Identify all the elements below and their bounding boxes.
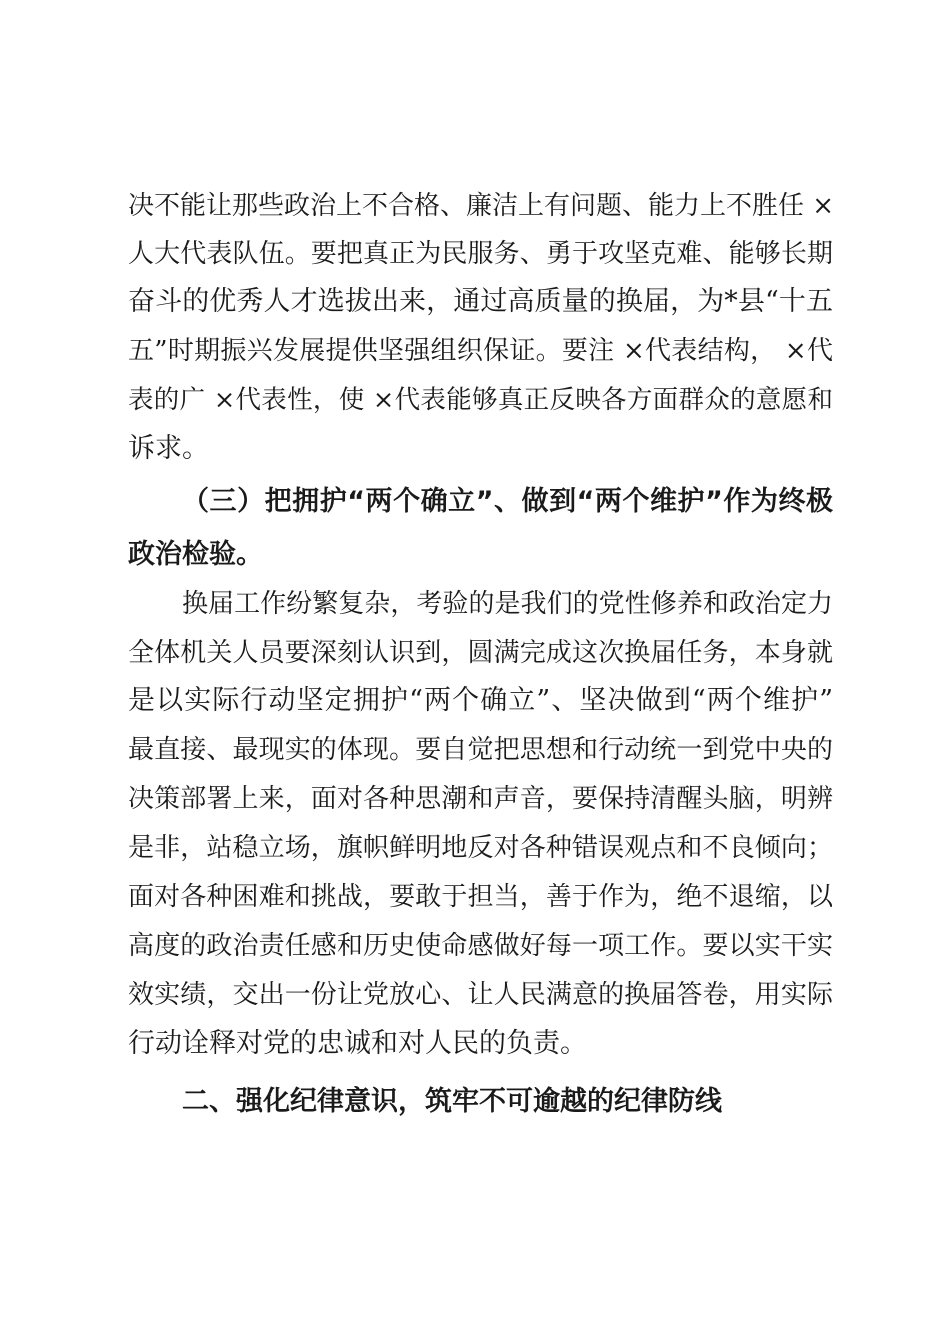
body-text-line: 全体机关人员要深刻认识到，圆满完成这次换届任务，本身就 [128, 638, 833, 668]
subheading-line: （三）把拥护“两个确立”、做到“两个维护”作为终极 [182, 486, 833, 517]
body-text-line: 人大代表队伍。要把真正为民服务、勇于攻坚克难、能够长期 [128, 239, 833, 269]
body-text-line: 效实绩，交出一份让党放心、让人民满意的换届答卷，用实际 [128, 980, 833, 1010]
section-heading: 二、强化纪律意识，筑牢不可逾越的纪律防线 [182, 1086, 722, 1117]
body-text-line: 面对各种困难和挑战，要敢于担当，善于作为，绝不退缩，以 [128, 882, 833, 912]
body-text-line: 是以实际行动坚定拥护“两个确立”、坚决做到“两个维护” [128, 685, 833, 716]
body-text-line: 表的广 ×代表性，使 ×代表能够真正反映各方面群众的意愿和 [128, 385, 833, 415]
body-text-line: 决策部署上来，面对各种思潮和声音，要保持清醒头脑，明辨 [128, 784, 833, 814]
body-text-line: 诉求。 [128, 433, 209, 464]
body-text-line: 五”时期振兴发展提供坚强组织保证。要注 ×代表结构， ×代 [128, 336, 833, 366]
body-text-line: 换届工作纷繁复杂，考验的是我们的党性修养和政治定力 [182, 589, 833, 619]
body-text-line: 决不能让那些政治上不合格、廉洁上有问题、能力上不胜任 × [128, 191, 835, 221]
body-text-line: 行动诠释对党的忠诚和对人民的负责。 [128, 1028, 587, 1059]
body-text-line: 高度的政治责任感和历史使命感做好每一项工作。要以实干实 [128, 931, 833, 961]
body-text-line: 是非，站稳立场，旗帜鲜明地反对各种错误观点和不良倾向； [128, 833, 833, 863]
body-text-line: 最直接、最现实的体现。要自觉把思想和行动统一到党中央的 [128, 735, 833, 765]
body-text-line: 奋斗的优秀人才选拔出来，通过高质量的换届，为*县“十五 [128, 286, 833, 317]
subheading-line: 政治检验。 [128, 539, 263, 570]
